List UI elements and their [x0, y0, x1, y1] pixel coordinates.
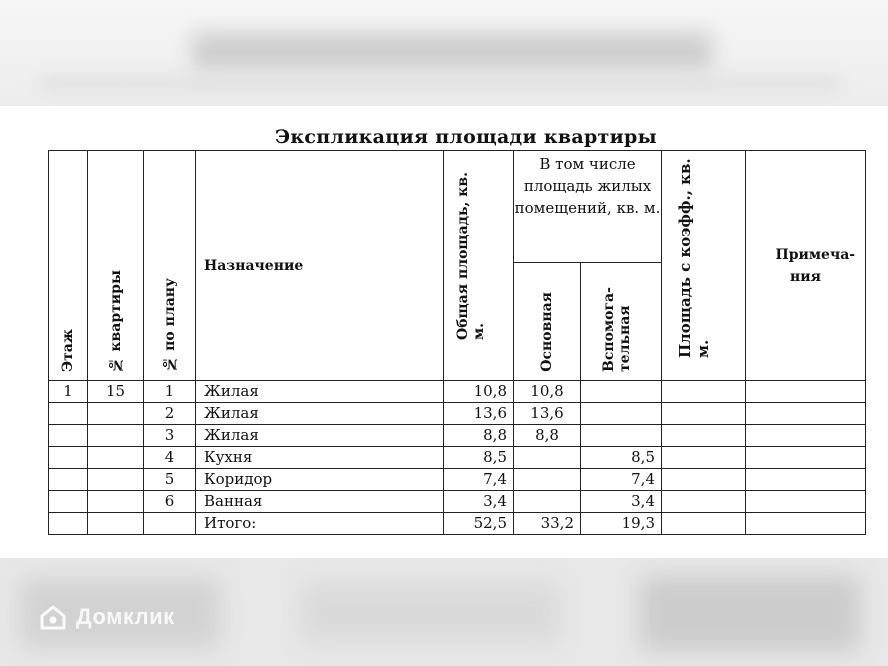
header-living-group-label: В том числе площадь жилых помещений, кв. м. — [514, 155, 661, 217]
table-row — [49, 425, 866, 447]
blurred-footer-block — [300, 583, 560, 643]
cell-main-area: 8,8 — [514, 425, 581, 447]
cell-coef-area — [662, 403, 746, 425]
cell-notes — [746, 491, 866, 513]
totals-aux-area: 19,3 — [581, 513, 662, 535]
table-row — [49, 381, 866, 403]
header-floor — [49, 151, 88, 381]
header-floor-label: Этаж — [60, 328, 76, 372]
cell-notes — [746, 425, 866, 447]
header-purpose-label: Назначение — [204, 257, 304, 274]
cell-plan-no: 6 — [144, 491, 196, 513]
cell-notes — [746, 469, 866, 491]
watermark-text: Домклик — [76, 604, 175, 629]
cell-floor — [49, 491, 88, 513]
cell-total-area: 8,8 — [444, 425, 514, 447]
cell-purpose: Коридор — [196, 469, 444, 491]
header-notes-label: Примеча-ния — [775, 246, 856, 285]
cell-main-area: 13,6 — [514, 403, 581, 425]
cell-aux-area: 7,4 — [581, 469, 662, 491]
cell-purpose: Кухня — [196, 447, 444, 469]
domclick-watermark — [38, 602, 175, 632]
cell-aux-area — [581, 425, 662, 447]
cell-plan-no — [144, 513, 196, 535]
cell-main-area — [514, 447, 581, 469]
cell-notes — [746, 403, 866, 425]
cell-main-area: 10,8 — [514, 381, 581, 403]
header-apartment-no — [88, 151, 144, 381]
blurred-header — [0, 0, 888, 106]
table-row — [49, 447, 866, 469]
cell-total-area: 10,8 — [444, 381, 514, 403]
cell-apartment-no — [88, 447, 144, 469]
header-plan-no — [144, 151, 196, 381]
header-main-label: Основная — [539, 292, 555, 372]
cell-aux-area — [581, 403, 662, 425]
cell-floor — [49, 425, 88, 447]
cell-floor — [49, 469, 88, 491]
cell-total-area: 3,4 — [444, 491, 514, 513]
table-row — [49, 491, 866, 513]
cell-apartment-no — [88, 513, 144, 535]
area-explication-table — [48, 150, 866, 535]
header-main — [514, 263, 581, 381]
cell-apartment-no — [88, 425, 144, 447]
cell-floor: 1 — [49, 381, 88, 403]
header-purpose — [196, 151, 444, 381]
cell-floor — [49, 513, 88, 535]
header-auxiliary-label: Вспомога-тельная — [601, 287, 633, 372]
cell-coef-area — [662, 447, 746, 469]
header-plan-no-label: № по плану — [161, 278, 178, 372]
cell-apartment-no — [88, 491, 144, 513]
header-living-group — [514, 151, 662, 263]
cell-plan-no: 1 — [144, 381, 196, 403]
cell-floor — [49, 403, 88, 425]
cell-coef-area — [662, 491, 746, 513]
totals-label: Итого: — [196, 513, 444, 535]
document-title: Экспликация площади квартиры — [275, 126, 657, 148]
cell-apartment-no — [88, 403, 144, 425]
cell-notes — [746, 447, 866, 469]
totals-total-area: 52,5 — [444, 513, 514, 535]
cell-aux-area — [581, 381, 662, 403]
cell-purpose: Жилая — [196, 381, 444, 403]
blurred-footer-block — [640, 576, 860, 651]
blurred-header-line — [40, 75, 840, 93]
header-total-area-label: Общая площадь, кв. м. — [454, 172, 487, 340]
header-total-area — [444, 151, 514, 381]
cell-plan-no: 5 — [144, 469, 196, 491]
cell-coef-area — [662, 425, 746, 447]
totals-row — [49, 513, 866, 535]
cell-apartment-no: 15 — [88, 381, 144, 403]
cell-apartment-no — [88, 469, 144, 491]
cell-notes — [746, 513, 866, 535]
cell-coef-area — [662, 381, 746, 403]
cell-notes — [746, 381, 866, 403]
cell-purpose: Жилая — [196, 403, 444, 425]
blurred-header-text — [192, 32, 712, 72]
totals-main-area: 33,2 — [514, 513, 581, 535]
cell-floor — [49, 447, 88, 469]
header-auxiliary — [581, 263, 662, 381]
domclick-logo-icon — [38, 602, 68, 632]
header-notes — [746, 151, 866, 381]
cell-aux-area: 3,4 — [581, 491, 662, 513]
cell-coef-area — [662, 469, 746, 491]
cell-plan-no: 2 — [144, 403, 196, 425]
cell-coef-area — [662, 513, 746, 535]
cell-total-area: 13,6 — [444, 403, 514, 425]
cell-plan-no: 4 — [144, 447, 196, 469]
cell-purpose: Жилая — [196, 425, 444, 447]
table-row — [49, 403, 866, 425]
table-row — [49, 469, 866, 491]
cell-total-area: 7,4 — [444, 469, 514, 491]
header-coef-area-label: Площадь с коэфф., кв. м. — [675, 158, 712, 358]
cell-aux-area: 8,5 — [581, 447, 662, 469]
cell-plan-no: 3 — [144, 425, 196, 447]
cell-purpose: Ванная — [196, 491, 444, 513]
header-coef-area — [662, 151, 746, 381]
header-apartment-no-label: № квартиры — [107, 269, 124, 372]
cell-main-area — [514, 469, 581, 491]
cell-main-area — [514, 491, 581, 513]
cell-total-area: 8,5 — [444, 447, 514, 469]
